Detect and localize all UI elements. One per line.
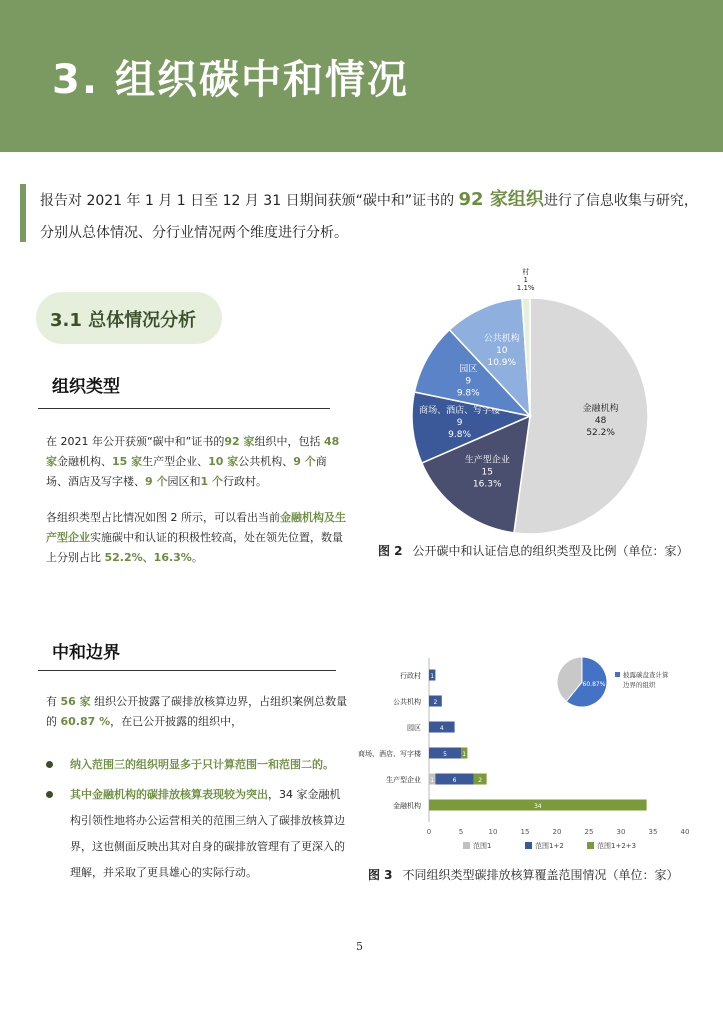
p1-t2: 组织中，包括 (254, 435, 325, 448)
pie-value: 1 (523, 276, 528, 285)
intro-paragraph (40, 184, 700, 249)
p1-t13: 1 个 (200, 475, 223, 488)
bar-value-label: 1 (462, 751, 467, 758)
page-number: 5 (356, 940, 363, 953)
pie-label: 村 (522, 268, 530, 277)
legend-label: 范围1+2 (535, 842, 564, 850)
x-tick-label: 35 (648, 828, 658, 836)
bar-value-label: 1 (430, 777, 435, 784)
pie-slice (514, 298, 648, 534)
pie-label: 公共机构 (483, 334, 520, 345)
bullet-dot (46, 791, 53, 798)
category-label: 生产型企业 (386, 776, 421, 784)
intro-text-1: 报告对 2021 年 1 月 1 日至 12 月 31 日期间获颁“碳中和”证书的 (40, 193, 459, 209)
header-banner (0, 0, 723, 152)
bar-value-label: 34 (533, 803, 542, 810)
bullet-2-text (70, 782, 350, 886)
p1-t12: 园区和 (167, 475, 201, 488)
legend-label: 范围1 (473, 842, 492, 850)
legend-swatch (463, 842, 470, 849)
bp-t4: ，在已公开披露的组织中， (110, 715, 243, 728)
bar-value-label: 5 (443, 751, 447, 758)
bp-t2: 组织公开披露了碳排放核算边界，占组织案例总数量的 (46, 695, 348, 728)
x-tick-label: 40 (680, 828, 690, 836)
pie-label: 园区 (459, 364, 478, 375)
legend-label: 边界的组织 (623, 681, 656, 689)
x-tick-label: 20 (552, 828, 562, 836)
pie-value: 48 (594, 415, 607, 426)
boundary-rule (38, 670, 336, 671)
figure-3-text: 不同组织类型碳排放核算覆盖范围情况（单位：家） (402, 868, 679, 882)
section-pill (36, 292, 222, 344)
p1-t1: 92 家 (224, 435, 255, 448)
boundary-disclosure-pie (555, 654, 705, 714)
pie-percent: 60.87% (582, 681, 606, 688)
figure-3-number: 图 3 (368, 868, 393, 882)
bar-value-label: 2 (433, 699, 438, 706)
section-title: 3.1 总体情况分析 (50, 310, 197, 331)
org-types-para-2 (46, 508, 348, 568)
p1-t11: 9 个 (145, 475, 168, 488)
intro-highlight: 92 家组织 (458, 189, 544, 210)
figure-2-number: 图 2 (378, 544, 403, 558)
x-tick-label: 10 (488, 828, 498, 836)
intro-text-2: 进行了信息收集与研究，分别从总体情况、分行业情况两个维度进行分析。 (40, 193, 698, 241)
x-tick-label: 15 (520, 828, 530, 836)
boundary-bullet-2 (46, 782, 346, 892)
p2-t0: 各组织类型占比情况如图 2 所示，可以看出当前 (46, 511, 280, 524)
category-label: 公共机构 (393, 698, 421, 706)
p1-t14: 行政村。 (222, 475, 267, 488)
page-title: 3. 组织碳中和情况 (52, 57, 409, 103)
legend-label: 披露碳盘查计算 (623, 671, 669, 679)
legend-label: 范围1+2+3 (597, 842, 637, 850)
p2-t3: 52.2%、16.3% (104, 551, 192, 564)
boundary-bullet-1 (46, 752, 346, 778)
pie-value: 9 (456, 418, 463, 429)
figure-2-text: 公开碳中和认证信息的组织类型及比例（单位：家） (412, 544, 689, 558)
bullet-2-bold: 其中金融机构的碳排放核算表现较为突出 (70, 788, 268, 801)
category-label: 金融机构 (393, 802, 421, 810)
org-types-para-1 (46, 432, 348, 492)
p1-t7: 10 家 (208, 455, 239, 468)
pie-label: 生产型企业 (464, 455, 510, 466)
figure-2-caption (378, 542, 689, 559)
pie-percent: 9.8% (456, 388, 480, 399)
bullet-2-rest: ，34 家金融机构引领性地将办公运营相关的范围三纳入了碳排放核算边界，这也侧面反映出其对自身的碳排放管理有了更深入的理解，并采取了更具雄心的实际行动。 (70, 788, 345, 879)
p2-t2: 实施碳中和认证的积极性较高，处在领先位置，数量上分别占比 (46, 531, 343, 564)
x-tick-label: 25 (584, 828, 594, 836)
pie-value: 10 (496, 346, 508, 357)
figure-3-caption (368, 866, 679, 883)
category-label: 商场、酒店、写字楼 (358, 750, 421, 758)
p1-t5: 15 家 (112, 455, 143, 468)
pie-value: 15 (481, 467, 493, 478)
pie-percent: 10.9% (487, 358, 517, 369)
pie-percent: 16.3% (472, 479, 502, 490)
pie-percent: 1.1% (516, 284, 535, 293)
bp-t3: 60.87 % (60, 715, 111, 728)
p1-t8: 公共机构、 (238, 455, 294, 468)
bar-value-label: 2 (478, 777, 483, 784)
bar-value-label: 1 (430, 673, 435, 680)
bar-value-label: 6 (452, 777, 457, 784)
x-tick-label: 5 (458, 828, 464, 836)
x-tick-label: 30 (616, 828, 626, 836)
pie-label: 金融机构 (582, 403, 619, 414)
boundary-para (46, 692, 352, 732)
bp-t1: 56 家 (60, 695, 91, 708)
p1-t0: 在 2021 年公开获颁“碳中和”证书的 (46, 435, 225, 448)
p1-t6: 生产型企业、 (142, 455, 209, 468)
p1-t10: 商场、酒店及写字楼、 (46, 455, 327, 488)
bullet-1-text: 纳入范围三的组织明显多于只计算范围一和范围二的。 (70, 758, 334, 771)
legend-swatch (615, 672, 620, 677)
org-type-pie-chart (390, 268, 690, 530)
org-types-rule (38, 408, 330, 409)
p1-t9: 9 个 (293, 455, 316, 468)
legend-swatch (587, 842, 594, 849)
p1-t3: 48 家 (46, 435, 340, 468)
category-label: 园区 (407, 724, 421, 732)
p2-t4: 。 (191, 551, 203, 564)
x-tick-label: 0 (426, 828, 432, 836)
p2-t1: 金融机构及生产型企业 (46, 511, 346, 544)
bp-t0: 有 (46, 695, 61, 708)
legend-swatch (525, 842, 532, 849)
bar-value-label: 4 (439, 725, 444, 732)
pie-value: 9 (465, 376, 472, 387)
boundary-heading: 中和边界 (52, 643, 120, 663)
pie-percent: 9.8% (448, 430, 472, 441)
category-label: 行政村 (400, 672, 421, 680)
pie-percent: 52.2% (586, 427, 615, 438)
p1-t4: 金融机构、 (57, 455, 112, 468)
pie-label: 商场、酒店、写字楼 (419, 406, 501, 417)
org-types-heading: 组织类型 (52, 377, 120, 397)
intro-accent-bar (20, 184, 26, 242)
bullet-dot (46, 761, 53, 768)
